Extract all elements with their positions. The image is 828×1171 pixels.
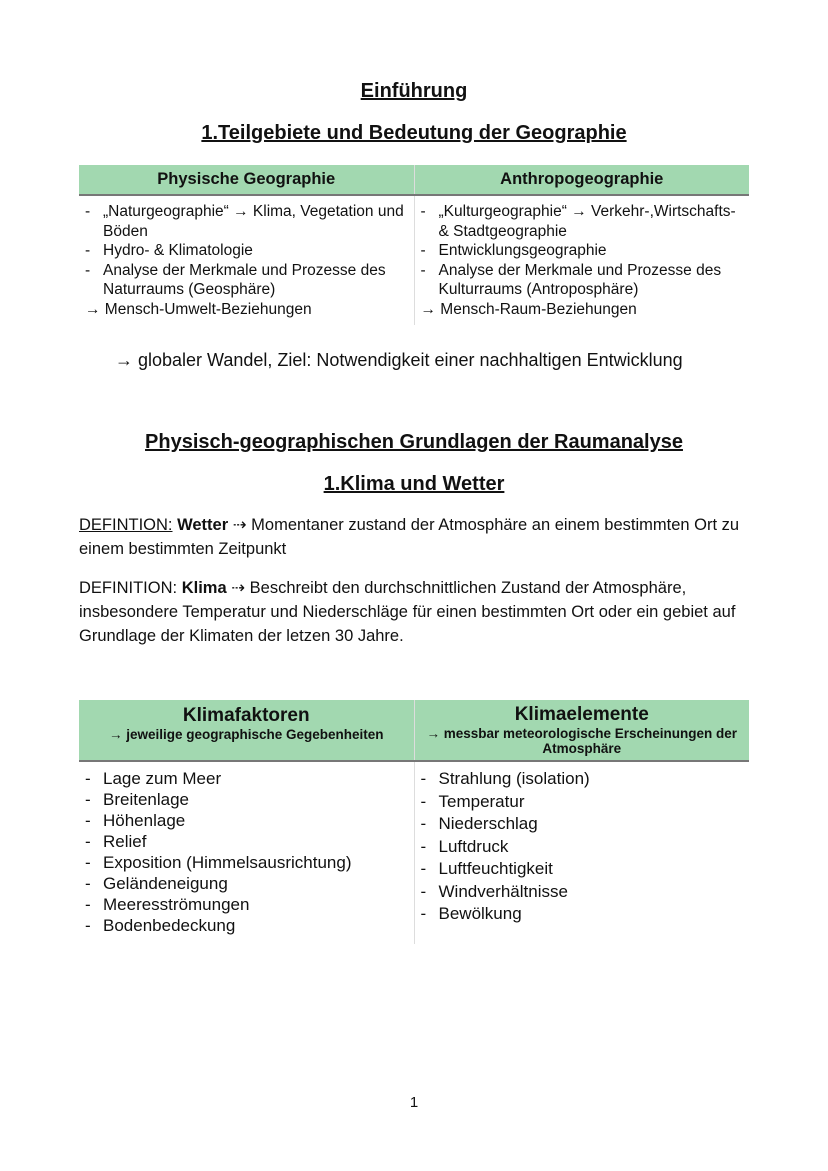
heading-2: Physisch-geographischen Grundlagen der Raumanalyse	[145, 431, 683, 453]
header-anthropo: Anthropogeographie	[414, 165, 749, 195]
conclusion: → globaler Wandel, Ziel: Notwendigkeit einer nachhaltigen Entwicklung	[115, 350, 683, 370]
right-result: → Mensch-Raum-Beziehungen	[420, 300, 637, 318]
list-item: - Entwicklungsgeographie	[421, 241, 744, 261]
list-item: - „Kulturgeographie“ → Verkehr-,Wirtschafts- & Stadtgeographie	[421, 202, 744, 241]
list-item: - Meeresströmungen	[85, 894, 408, 915]
header-sub: → messbar meteorologische Erscheinungen der Atmosphäre	[426, 726, 738, 756]
climate-table	[79, 700, 749, 944]
header-klimaelemente: Klimaelemente	[514, 704, 649, 725]
definition-klima	[79, 576, 759, 648]
list-item: - Temperatur	[421, 791, 744, 814]
def-term: Klima	[181, 579, 227, 597]
geography-table	[79, 165, 749, 325]
list-item: - Bewölkung	[421, 903, 744, 926]
header-klimafaktoren: Klimafaktoren	[182, 704, 310, 726]
list-item: - Exposition (Himmelsausrichtung)	[85, 852, 408, 873]
dotted-arrow-icon: ⇢	[231, 579, 246, 597]
header-sub: → jeweilige geographische Gegebenheiten	[108, 726, 384, 742]
list-item: - „Naturgeographie“ → Klima, Vegetation und Böden	[85, 202, 408, 241]
def-label: DEFINITION:	[79, 579, 178, 597]
list-item: - Geländeneigung	[85, 873, 408, 894]
header-physical: Physische Geographie	[79, 165, 414, 195]
list-item: - Hydro- & Klimatologie	[85, 241, 408, 261]
definition-wetter	[79, 513, 759, 561]
title: Einführung	[360, 80, 468, 102]
page-number: 1	[409, 1094, 419, 1111]
list-item: - Luftdruck	[421, 836, 744, 859]
list-item: - Niederschlag	[421, 813, 744, 836]
list-item: - Analyse der Merkmale und Prozesse des Naturraums (Geosphäre)	[85, 261, 408, 300]
list-item: - Windverhältnisse	[421, 881, 744, 904]
def-label: DEFINTION:	[79, 516, 173, 534]
list-item: - Relief	[85, 831, 408, 852]
def-term: Wetter	[177, 516, 229, 534]
list-item: - Breitenlage	[85, 789, 408, 810]
section-heading: 1.Teilgebiete und Bedeutung der Geographie	[201, 122, 627, 144]
def-text: Beschreibt den durchschnittlichen Zustand der Atmosphäre, insbesondere Temperatur und Niederschläge für einen bestimmten Ort oder ein gebiet auf Grundlage der Klimaten der letzen 30 Jahre.	[79, 579, 736, 645]
dotted-arrow-icon: ⇢	[232, 516, 247, 534]
list-item: - Lage zum Meer	[85, 768, 408, 789]
list-item: - Strahlung (isolation)	[421, 768, 744, 791]
def-text: Momentaner zustand der Atmosphäre an einem bestimmten Ort zu einem bestimmten Zeitpunkt	[79, 516, 740, 558]
section-heading-2: 1.Klima und Wetter	[323, 473, 505, 495]
list-item: - Höhenlage	[85, 810, 408, 831]
list-item: - Luftfeuchtigkeit	[421, 858, 744, 881]
list-item: - Analyse der Merkmale und Prozesse des Kulturraums (Antroposphäre)	[421, 261, 744, 300]
list-item: - Bodenbedeckung	[85, 915, 408, 936]
left-result: → Mensch-Umwelt-Beziehungen	[85, 300, 312, 318]
